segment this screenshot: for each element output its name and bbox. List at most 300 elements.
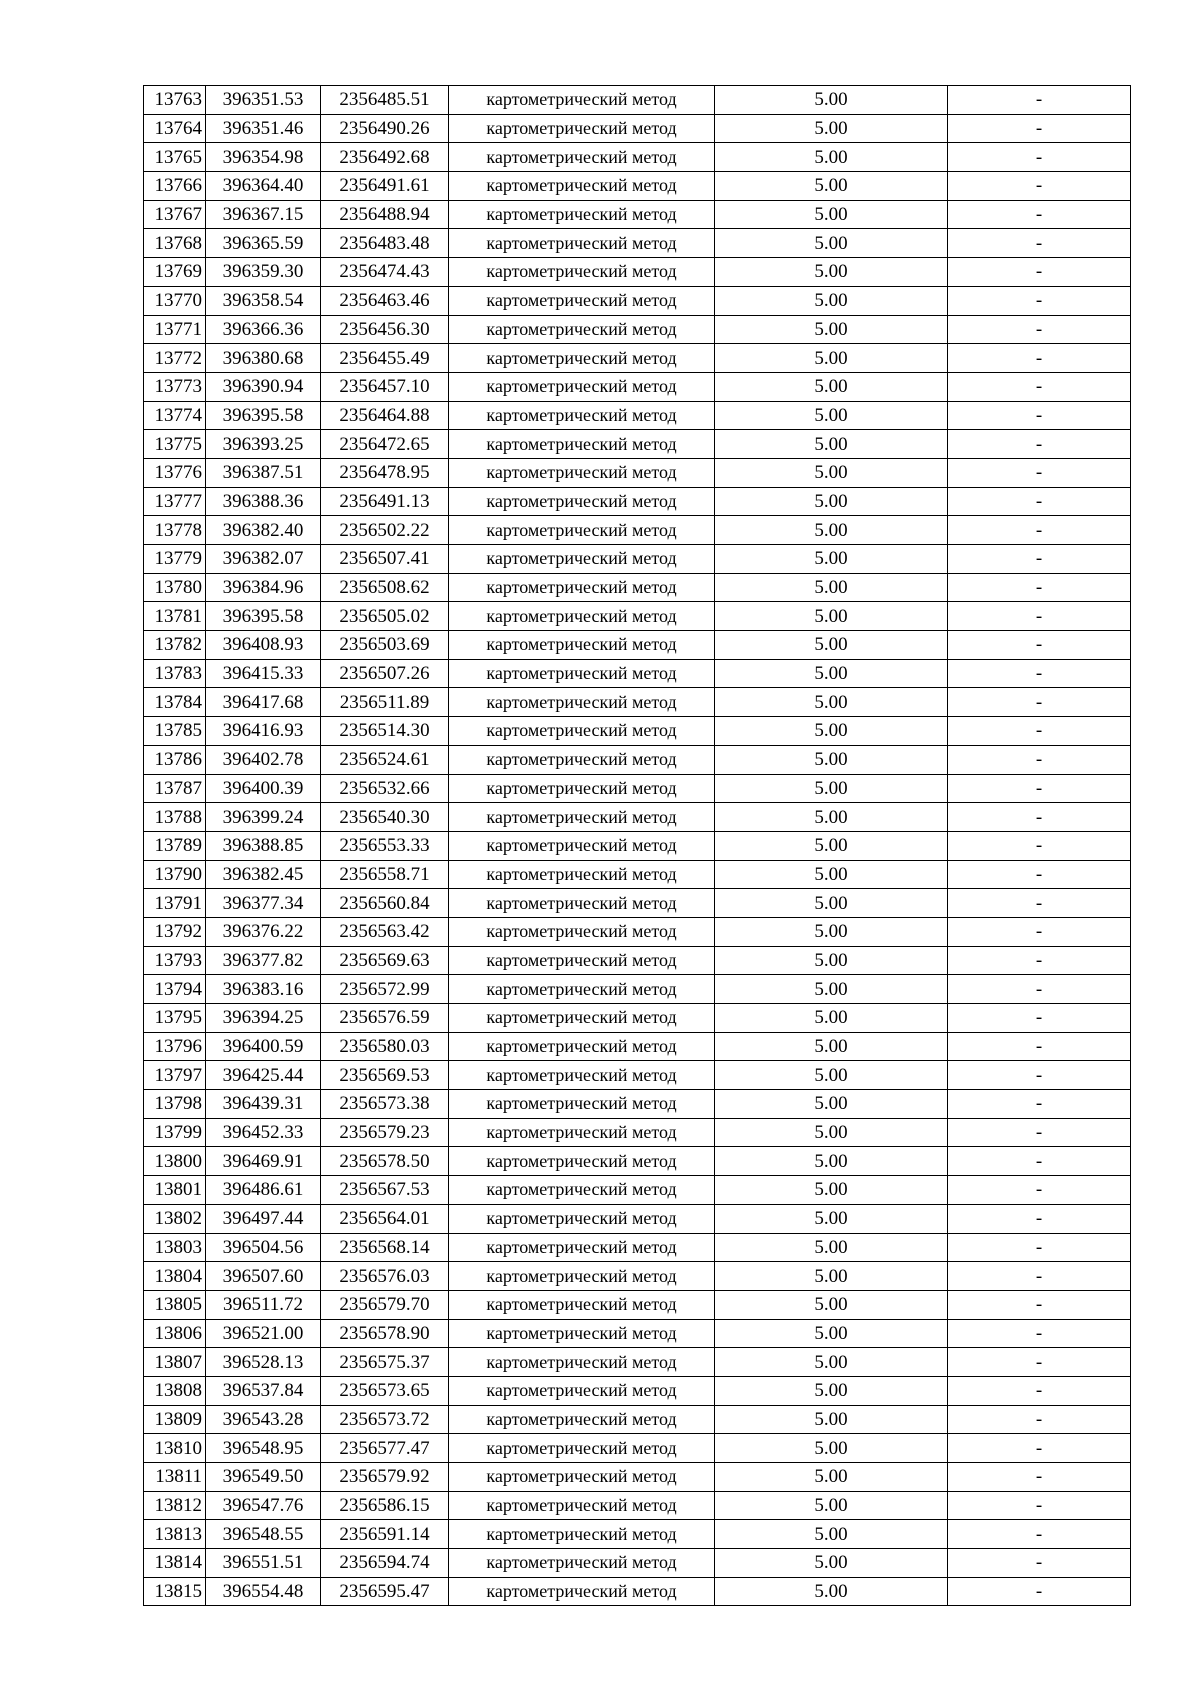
x-coordinate-cell: 396425.44: [206, 1061, 321, 1090]
accuracy-cell: 5.00: [715, 717, 948, 746]
point-number-cell: 13790: [144, 860, 206, 889]
method-cell: картометрический метод: [449, 200, 715, 229]
table-row: [144, 487, 1131, 516]
method-cell: картометрический метод: [449, 631, 715, 660]
y-coordinate-cell: 2356567.53: [321, 1176, 449, 1205]
note-cell: -: [948, 1090, 1131, 1119]
table-row: [144, 975, 1131, 1004]
accuracy-cell: 5.00: [715, 1090, 948, 1119]
y-coordinate-cell: 2356463.46: [321, 286, 449, 315]
table-row: [144, 344, 1131, 373]
table-row: [144, 1004, 1131, 1033]
table-row: [144, 573, 1131, 602]
y-coordinate-cell: 2356472.65: [321, 430, 449, 459]
y-coordinate-cell: 2356579.70: [321, 1290, 449, 1319]
y-coordinate-cell: 2356595.47: [321, 1577, 449, 1606]
point-number-cell: 13785: [144, 717, 206, 746]
method-cell: картометрический метод: [449, 975, 715, 1004]
x-coordinate-cell: 396364.40: [206, 172, 321, 201]
method-cell: картометрический метод: [449, 803, 715, 832]
y-coordinate-cell: 2356474.43: [321, 258, 449, 287]
accuracy-cell: 5.00: [715, 917, 948, 946]
y-coordinate-cell: 2356532.66: [321, 774, 449, 803]
note-cell: -: [948, 717, 1131, 746]
accuracy-cell: 5.00: [715, 1577, 948, 1606]
method-cell: картометрический метод: [449, 1520, 715, 1549]
x-coordinate-cell: 396376.22: [206, 917, 321, 946]
note-cell: -: [948, 889, 1131, 918]
y-coordinate-cell: 2356578.50: [321, 1147, 449, 1176]
method-cell: картометрический метод: [449, 831, 715, 860]
point-number-cell: 13797: [144, 1061, 206, 1090]
method-cell: картометрический метод: [449, 860, 715, 889]
accuracy-cell: 5.00: [715, 172, 948, 201]
method-cell: картометрический метод: [449, 286, 715, 315]
x-coordinate-cell: 396417.68: [206, 688, 321, 717]
table-row: [144, 659, 1131, 688]
method-cell: картометрический метод: [449, 114, 715, 143]
point-number-cell: 13775: [144, 430, 206, 459]
point-number-cell: 13801: [144, 1176, 206, 1205]
note-cell: -: [948, 114, 1131, 143]
table-row: [144, 172, 1131, 201]
method-cell: картометрический метод: [449, 1434, 715, 1463]
method-cell: картометрический метод: [449, 86, 715, 115]
accuracy-cell: 5.00: [715, 1520, 948, 1549]
table-row: [144, 1434, 1131, 1463]
note-cell: -: [948, 1204, 1131, 1233]
y-coordinate-cell: 2356483.48: [321, 229, 449, 258]
point-number-cell: 13793: [144, 946, 206, 975]
point-number-cell: 13766: [144, 172, 206, 201]
y-coordinate-cell: 2356505.02: [321, 602, 449, 631]
point-number-cell: 13779: [144, 545, 206, 574]
method-cell: картометрический метод: [449, 1118, 715, 1147]
method-cell: картометрический метод: [449, 688, 715, 717]
point-number-cell: 13780: [144, 573, 206, 602]
table-row: [144, 688, 1131, 717]
x-coordinate-cell: 396388.36: [206, 487, 321, 516]
note-cell: -: [948, 258, 1131, 287]
method-cell: картометрический метод: [449, 946, 715, 975]
note-cell: -: [948, 659, 1131, 688]
table-row: [144, 1348, 1131, 1377]
x-coordinate-cell: 396366.36: [206, 315, 321, 344]
y-coordinate-cell: 2356491.13: [321, 487, 449, 516]
point-number-cell: 13784: [144, 688, 206, 717]
x-coordinate-cell: 396395.58: [206, 401, 321, 430]
table-row: [144, 545, 1131, 574]
x-coordinate-cell: 396416.93: [206, 717, 321, 746]
accuracy-cell: 5.00: [715, 1376, 948, 1405]
method-cell: картометрический метод: [449, 545, 715, 574]
point-number-cell: 13794: [144, 975, 206, 1004]
note-cell: -: [948, 229, 1131, 258]
point-number-cell: 13812: [144, 1491, 206, 1520]
y-coordinate-cell: 2356456.30: [321, 315, 449, 344]
x-coordinate-cell: 396415.33: [206, 659, 321, 688]
accuracy-cell: 5.00: [715, 1434, 948, 1463]
table-row: [144, 1491, 1131, 1520]
y-coordinate-cell: 2356507.26: [321, 659, 449, 688]
table-row: [144, 516, 1131, 545]
y-coordinate-cell: 2356514.30: [321, 717, 449, 746]
y-coordinate-cell: 2356579.92: [321, 1463, 449, 1492]
accuracy-cell: 5.00: [715, 602, 948, 631]
method-cell: картометрический метод: [449, 1348, 715, 1377]
note-cell: -: [948, 1147, 1131, 1176]
y-coordinate-cell: 2356579.23: [321, 1118, 449, 1147]
method-cell: картометрический метод: [449, 1004, 715, 1033]
x-coordinate-cell: 396358.54: [206, 286, 321, 315]
method-cell: картометрический метод: [449, 573, 715, 602]
y-coordinate-cell: 2356490.26: [321, 114, 449, 143]
point-number-cell: 13810: [144, 1434, 206, 1463]
y-coordinate-cell: 2356485.51: [321, 86, 449, 115]
method-cell: картометрический метод: [449, 487, 715, 516]
table-row: [144, 1118, 1131, 1147]
y-coordinate-cell: 2356502.22: [321, 516, 449, 545]
note-cell: -: [948, 1463, 1131, 1492]
note-cell: -: [948, 1405, 1131, 1434]
method-cell: картометрический метод: [449, 372, 715, 401]
method-cell: картометрический метод: [449, 602, 715, 631]
note-cell: -: [948, 917, 1131, 946]
table-row: [144, 258, 1131, 287]
accuracy-cell: 5.00: [715, 487, 948, 516]
table-row: [144, 1061, 1131, 1090]
note-cell: -: [948, 1061, 1131, 1090]
x-coordinate-cell: 396400.59: [206, 1032, 321, 1061]
x-coordinate-cell: 396383.16: [206, 975, 321, 1004]
table-row: [144, 1376, 1131, 1405]
point-number-cell: 13769: [144, 258, 206, 287]
accuracy-cell: 5.00: [715, 688, 948, 717]
accuracy-cell: 5.00: [715, 372, 948, 401]
table-row: [144, 114, 1131, 143]
y-coordinate-cell: 2356511.89: [321, 688, 449, 717]
x-coordinate-cell: 396393.25: [206, 430, 321, 459]
table-row: [144, 458, 1131, 487]
x-coordinate-cell: 396469.91: [206, 1147, 321, 1176]
method-cell: картометрический метод: [449, 1376, 715, 1405]
x-coordinate-cell: 396377.34: [206, 889, 321, 918]
y-coordinate-cell: 2356594.74: [321, 1549, 449, 1578]
accuracy-cell: 5.00: [715, 1348, 948, 1377]
method-cell: картометрический метод: [449, 1463, 715, 1492]
table-row: [144, 315, 1131, 344]
note-cell: -: [948, 1577, 1131, 1606]
y-coordinate-cell: 2356464.88: [321, 401, 449, 430]
point-number-cell: 13809: [144, 1405, 206, 1434]
point-number-cell: 13798: [144, 1090, 206, 1119]
note-cell: -: [948, 1348, 1131, 1377]
point-number-cell: 13781: [144, 602, 206, 631]
point-number-cell: 13765: [144, 143, 206, 172]
point-number-cell: 13800: [144, 1147, 206, 1176]
table-row: [144, 1147, 1131, 1176]
note-cell: -: [948, 831, 1131, 860]
accuracy-cell: 5.00: [715, 143, 948, 172]
method-cell: картометрический метод: [449, 659, 715, 688]
note-cell: -: [948, 1032, 1131, 1061]
table-row: [144, 1262, 1131, 1291]
table-row: [144, 1463, 1131, 1492]
y-coordinate-cell: 2356488.94: [321, 200, 449, 229]
x-coordinate-cell: 396387.51: [206, 458, 321, 487]
method-cell: картометрический метод: [449, 143, 715, 172]
coordinates-table-body: [144, 86, 1131, 1606]
table-row: [144, 631, 1131, 660]
point-number-cell: 13807: [144, 1348, 206, 1377]
note-cell: -: [948, 86, 1131, 115]
accuracy-cell: 5.00: [715, 1204, 948, 1233]
table-row: [144, 372, 1131, 401]
x-coordinate-cell: 396367.15: [206, 200, 321, 229]
point-number-cell: 13767: [144, 200, 206, 229]
table-row: [144, 1520, 1131, 1549]
x-coordinate-cell: 396377.82: [206, 946, 321, 975]
y-coordinate-cell: 2356573.65: [321, 1376, 449, 1405]
y-coordinate-cell: 2356560.84: [321, 889, 449, 918]
point-number-cell: 13787: [144, 774, 206, 803]
method-cell: картометрический метод: [449, 1577, 715, 1606]
point-number-cell: 13774: [144, 401, 206, 430]
y-coordinate-cell: 2356457.10: [321, 372, 449, 401]
accuracy-cell: 5.00: [715, 573, 948, 602]
y-coordinate-cell: 2356572.99: [321, 975, 449, 1004]
method-cell: картометрический метод: [449, 717, 715, 746]
accuracy-cell: 5.00: [715, 1032, 948, 1061]
x-coordinate-cell: 396549.50: [206, 1463, 321, 1492]
note-cell: -: [948, 1520, 1131, 1549]
table-row: [144, 1577, 1131, 1606]
accuracy-cell: 5.00: [715, 545, 948, 574]
point-number-cell: 13804: [144, 1262, 206, 1291]
x-coordinate-cell: 396507.60: [206, 1262, 321, 1291]
method-cell: картометрический метод: [449, 745, 715, 774]
x-coordinate-cell: 396528.13: [206, 1348, 321, 1377]
y-coordinate-cell: 2356576.59: [321, 1004, 449, 1033]
x-coordinate-cell: 396382.40: [206, 516, 321, 545]
method-cell: картометрический метод: [449, 1491, 715, 1520]
note-cell: -: [948, 1262, 1131, 1291]
table-row: [144, 286, 1131, 315]
point-number-cell: 13808: [144, 1376, 206, 1405]
note-cell: -: [948, 401, 1131, 430]
y-coordinate-cell: 2356591.14: [321, 1520, 449, 1549]
accuracy-cell: 5.00: [715, 631, 948, 660]
method-cell: картометрический метод: [449, 1549, 715, 1578]
accuracy-cell: 5.00: [715, 1319, 948, 1348]
note-cell: -: [948, 975, 1131, 1004]
point-number-cell: 13813: [144, 1520, 206, 1549]
x-coordinate-cell: 396547.76: [206, 1491, 321, 1520]
method-cell: картометрический метод: [449, 1204, 715, 1233]
x-coordinate-cell: 396390.94: [206, 372, 321, 401]
point-number-cell: 13772: [144, 344, 206, 373]
x-coordinate-cell: 396408.93: [206, 631, 321, 660]
note-cell: -: [948, 1176, 1131, 1205]
y-coordinate-cell: 2356569.63: [321, 946, 449, 975]
table-row: [144, 946, 1131, 975]
note-cell: -: [948, 172, 1131, 201]
method-cell: картометрический метод: [449, 1290, 715, 1319]
y-coordinate-cell: 2356491.61: [321, 172, 449, 201]
point-number-cell: 13789: [144, 831, 206, 860]
note-cell: -: [948, 458, 1131, 487]
note-cell: -: [948, 430, 1131, 459]
accuracy-cell: 5.00: [715, 229, 948, 258]
point-number-cell: 13788: [144, 803, 206, 832]
note-cell: -: [948, 1491, 1131, 1520]
x-coordinate-cell: 396511.72: [206, 1290, 321, 1319]
y-coordinate-cell: 2356577.47: [321, 1434, 449, 1463]
note-cell: -: [948, 631, 1131, 660]
table-row: [144, 229, 1131, 258]
x-coordinate-cell: 396548.55: [206, 1520, 321, 1549]
accuracy-cell: 5.00: [715, 745, 948, 774]
table-row: [144, 1032, 1131, 1061]
x-coordinate-cell: 396548.95: [206, 1434, 321, 1463]
x-coordinate-cell: 396554.48: [206, 1577, 321, 1606]
x-coordinate-cell: 396365.59: [206, 229, 321, 258]
y-coordinate-cell: 2356586.15: [321, 1491, 449, 1520]
x-coordinate-cell: 396388.85: [206, 831, 321, 860]
y-coordinate-cell: 2356558.71: [321, 860, 449, 889]
y-coordinate-cell: 2356540.30: [321, 803, 449, 832]
method-cell: картометрический метод: [449, 1319, 715, 1348]
note-cell: -: [948, 487, 1131, 516]
y-coordinate-cell: 2356569.53: [321, 1061, 449, 1090]
y-coordinate-cell: 2356478.95: [321, 458, 449, 487]
table-row: [144, 803, 1131, 832]
table-row: [144, 831, 1131, 860]
y-coordinate-cell: 2356524.61: [321, 745, 449, 774]
table-row: [144, 143, 1131, 172]
point-number-cell: 13795: [144, 1004, 206, 1033]
note-cell: -: [948, 1233, 1131, 1262]
x-coordinate-cell: 396359.30: [206, 258, 321, 287]
note-cell: -: [948, 516, 1131, 545]
accuracy-cell: 5.00: [715, 1118, 948, 1147]
note-cell: -: [948, 344, 1131, 373]
point-number-cell: 13799: [144, 1118, 206, 1147]
method-cell: картометрический метод: [449, 344, 715, 373]
method-cell: картометрический метод: [449, 1233, 715, 1262]
x-coordinate-cell: 396439.31: [206, 1090, 321, 1119]
y-coordinate-cell: 2356576.03: [321, 1262, 449, 1291]
x-coordinate-cell: 396537.84: [206, 1376, 321, 1405]
y-coordinate-cell: 2356568.14: [321, 1233, 449, 1262]
method-cell: картометрический метод: [449, 1176, 715, 1205]
point-number-cell: 13782: [144, 631, 206, 660]
accuracy-cell: 5.00: [715, 1147, 948, 1176]
accuracy-cell: 5.00: [715, 114, 948, 143]
accuracy-cell: 5.00: [715, 1233, 948, 1262]
table-row: [144, 917, 1131, 946]
point-number-cell: 13777: [144, 487, 206, 516]
y-coordinate-cell: 2356580.03: [321, 1032, 449, 1061]
note-cell: -: [948, 1549, 1131, 1578]
note-cell: -: [948, 315, 1131, 344]
table-row: [144, 1204, 1131, 1233]
note-cell: -: [948, 143, 1131, 172]
x-coordinate-cell: 396382.07: [206, 545, 321, 574]
point-number-cell: 13778: [144, 516, 206, 545]
accuracy-cell: 5.00: [715, 975, 948, 1004]
x-coordinate-cell: 396354.98: [206, 143, 321, 172]
accuracy-cell: 5.00: [715, 803, 948, 832]
table-row: [144, 200, 1131, 229]
method-cell: картометрический метод: [449, 1090, 715, 1119]
method-cell: картометрический метод: [449, 1061, 715, 1090]
method-cell: картометрический метод: [449, 774, 715, 803]
accuracy-cell: 5.00: [715, 946, 948, 975]
note-cell: -: [948, 1004, 1131, 1033]
note-cell: -: [948, 573, 1131, 602]
point-number-cell: 13763: [144, 86, 206, 115]
y-coordinate-cell: 2356578.90: [321, 1319, 449, 1348]
note-cell: -: [948, 602, 1131, 631]
coordinates-table: [143, 85, 1131, 1606]
note-cell: -: [948, 1118, 1131, 1147]
method-cell: картометрический метод: [449, 401, 715, 430]
point-number-cell: 13802: [144, 1204, 206, 1233]
table-row: [144, 1090, 1131, 1119]
accuracy-cell: 5.00: [715, 286, 948, 315]
accuracy-cell: 5.00: [715, 774, 948, 803]
point-number-cell: 13783: [144, 659, 206, 688]
accuracy-cell: 5.00: [715, 86, 948, 115]
point-number-cell: 13805: [144, 1290, 206, 1319]
y-coordinate-cell: 2356564.01: [321, 1204, 449, 1233]
accuracy-cell: 5.00: [715, 516, 948, 545]
y-coordinate-cell: 2356575.37: [321, 1348, 449, 1377]
accuracy-cell: 5.00: [715, 1004, 948, 1033]
accuracy-cell: 5.00: [715, 1262, 948, 1291]
note-cell: -: [948, 774, 1131, 803]
note-cell: -: [948, 286, 1131, 315]
accuracy-cell: 5.00: [715, 1463, 948, 1492]
point-number-cell: 13770: [144, 286, 206, 315]
accuracy-cell: 5.00: [715, 889, 948, 918]
method-cell: картометрический метод: [449, 430, 715, 459]
x-coordinate-cell: 396400.39: [206, 774, 321, 803]
accuracy-cell: 5.00: [715, 1491, 948, 1520]
table-row: [144, 1549, 1131, 1578]
x-coordinate-cell: 396351.46: [206, 114, 321, 143]
accuracy-cell: 5.00: [715, 458, 948, 487]
table-row: [144, 774, 1131, 803]
accuracy-cell: 5.00: [715, 344, 948, 373]
point-number-cell: 13814: [144, 1549, 206, 1578]
table-row: [144, 430, 1131, 459]
y-coordinate-cell: 2356553.33: [321, 831, 449, 860]
note-cell: -: [948, 1290, 1131, 1319]
note-cell: -: [948, 372, 1131, 401]
method-cell: картометрический метод: [449, 172, 715, 201]
x-coordinate-cell: 396402.78: [206, 745, 321, 774]
accuracy-cell: 5.00: [715, 258, 948, 287]
x-coordinate-cell: 396394.25: [206, 1004, 321, 1033]
note-cell: -: [948, 688, 1131, 717]
accuracy-cell: 5.00: [715, 1176, 948, 1205]
x-coordinate-cell: 396384.96: [206, 573, 321, 602]
y-coordinate-cell: 2356507.41: [321, 545, 449, 574]
accuracy-cell: 5.00: [715, 659, 948, 688]
point-number-cell: 13764: [144, 114, 206, 143]
